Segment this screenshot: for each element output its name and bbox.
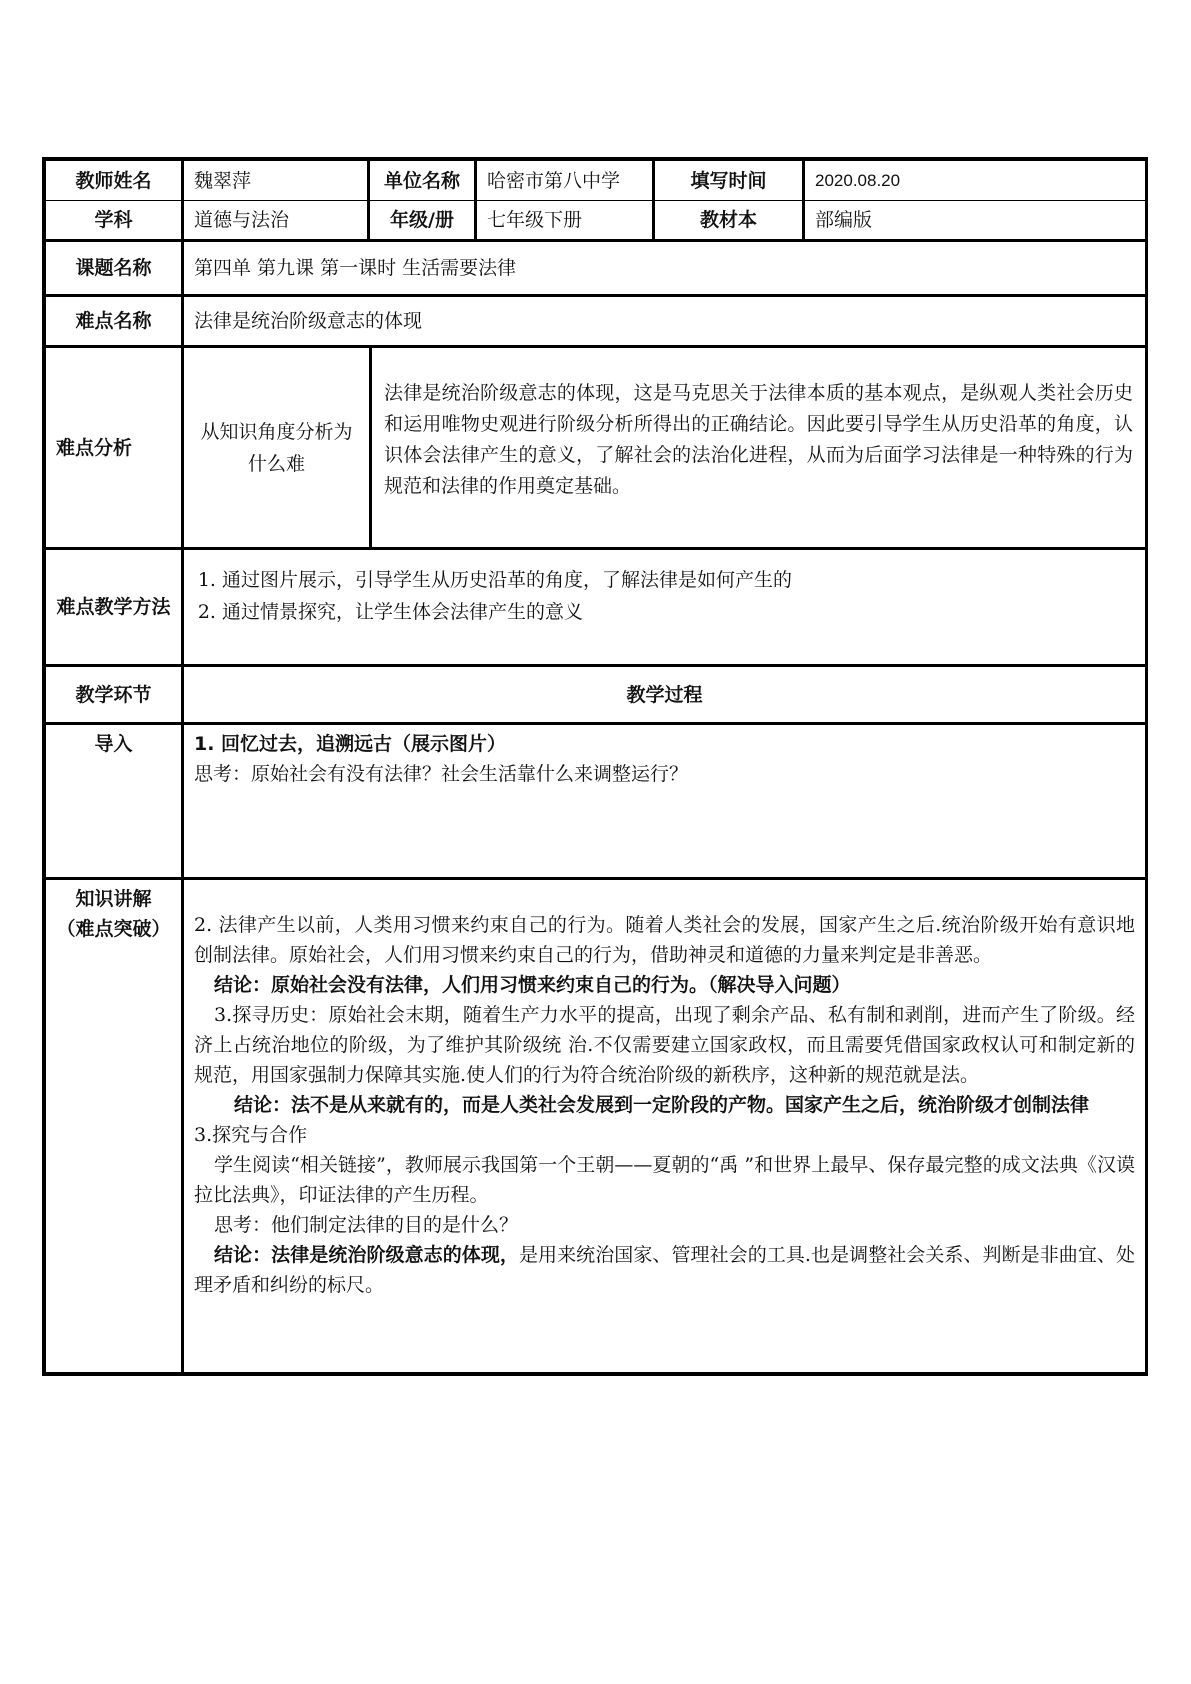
process-header-row — [46, 666, 1146, 724]
difficulty-label: 难点名称 — [46, 296, 183, 347]
knowledge-label-cell — [46, 879, 183, 1373]
intro-question: 思考：原始社会有没有法律？社会生活靠什么来调整运行？ — [194, 763, 689, 785]
subject-label: 学科 — [46, 201, 183, 241]
intro-cell — [183, 724, 1146, 879]
unit-label: 单位名称 — [369, 161, 476, 201]
grade-value: 七年级下册 — [476, 201, 654, 241]
method-label: 难点教学方法 — [46, 549, 183, 666]
teacher-label: 教师姓名 — [46, 161, 183, 201]
date-label: 填写时间 — [654, 161, 804, 201]
topic-value: 第四单 第九课 第一课时 生活需要法律 — [183, 241, 1146, 296]
knowledge-paragraph-2: 3.探寻历史：原始社会末期，随着生产力水平的提高，出现了剩余产品、私有制和剥削，进而产生了阶级。经济上占统治地位的阶级，为了维护其阶级统 治.不仅需要建立国家政权，而且需要凭借国家政权认可和制定新的规范，用国家强制力保障其实施.使人们的行为符合统治阶级的新秩序，这种新的规范就是法。 — [194, 1004, 1135, 1086]
method-cell — [183, 549, 1146, 666]
knowledge-section-title: 3.探究与合作 — [194, 1124, 308, 1146]
method-item: 2. 通过情景探究，让学生体会法律产生的意义 — [222, 596, 1135, 628]
knowledge-conclusion-3 — [194, 1240, 1135, 1300]
date-value: 2020.08.20 — [804, 161, 1146, 201]
intro-row — [46, 724, 1146, 879]
stage-header: 教学环节 — [46, 666, 183, 724]
knowledge-label: 知识讲解 — [75, 888, 152, 910]
intro-title: 1. 回忆过去，追溯远古（展示图片） — [194, 733, 507, 755]
knowledge-question: 思考：他们制定法律的目的是什么？ — [214, 1214, 519, 1236]
knowledge-cell — [183, 879, 1146, 1373]
subject-value: 道德与法治 — [183, 201, 369, 241]
difficulty-value: 法律是统治阶级意志的体现 — [183, 296, 1146, 347]
info-row-2 — [46, 201, 1146, 241]
topic-row — [46, 241, 1146, 296]
analysis-sub-label: 从知识角度分析为什么难 — [184, 348, 372, 547]
knowledge-conclusion-2: 结论：法不是从来就有的，而是人类社会发展到一定阶段的产物。国家产生之后，统治阶级才创制法律 — [234, 1094, 1090, 1116]
unit-value: 哈密市第八中学 — [476, 161, 654, 201]
intro-label: 导入 — [46, 724, 183, 879]
topic-label: 课题名称 — [46, 241, 183, 296]
process-header: 教学过程 — [183, 666, 1146, 724]
analysis-text: 法律是统治阶级意志的体现，这是马克思关于法律本质的基本观点，是纵观人类社会历史和运用唯物史观进行阶级分析所得出的正确结论。因此要引导学生从历史沿革的角度，认识体会法律产生的意义，了解社会的法治化进程，从而为后面学习法律是一种特殊的行为规范和法律的作用奠定基础。 — [384, 381, 1133, 497]
knowledge-conclusion-3-rest: 是用来统治国家、管理社会的工具.也是调整社会关系、判断是非曲宜、处理矛盾和纠纷的标尺。 — [194, 1244, 1135, 1296]
knowledge-sub-label: （难点突破） — [56, 918, 171, 940]
method-item: 1. 通过图片展示，引导学生从历史沿革的角度，了解法律是如何产生的 — [222, 564, 1135, 596]
knowledge-paragraph-1: 2. 法律产生以前，人类用习惯来约束自己的行为。随着人类社会的发展，国家产生之后.统治阶级开始有意识地创制法律。原始社会，人们用习惯来约束自己的行为，借助神灵和道德的力量来判定是非善恶。 — [194, 914, 1135, 966]
textbook-label: 教材本 — [654, 201, 804, 241]
analysis-row — [46, 347, 1146, 549]
grade-label: 年级/册 — [369, 201, 476, 241]
knowledge-conclusion-1: 结论：原始社会没有法律，人们用习惯来约束自己的行为。（解决导入问题） — [214, 974, 851, 996]
knowledge-row — [46, 879, 1146, 1373]
info-row-1 — [46, 161, 1146, 201]
analysis-label: 难点分析 — [46, 347, 183, 549]
knowledge-paragraph-3: 学生阅读“相关链接”，教师展示我国第一个王朝——夏朝的“禹 ”和世界上最早、保存最完整的成文法典《汉谟拉比法典》，印证法律的产生历程。 — [194, 1154, 1135, 1206]
method-row — [46, 549, 1146, 666]
analysis-cell — [183, 347, 1146, 549]
lesson-plan-table — [42, 157, 1148, 1376]
teacher-value: 魏翠萍 — [183, 161, 369, 201]
method-list — [194, 564, 1135, 628]
knowledge-conclusion-3-bold: 结论：法律是统治阶级意志的体现， — [214, 1244, 519, 1266]
textbook-value: 部编版 — [804, 201, 1146, 241]
difficulty-row — [46, 296, 1146, 347]
